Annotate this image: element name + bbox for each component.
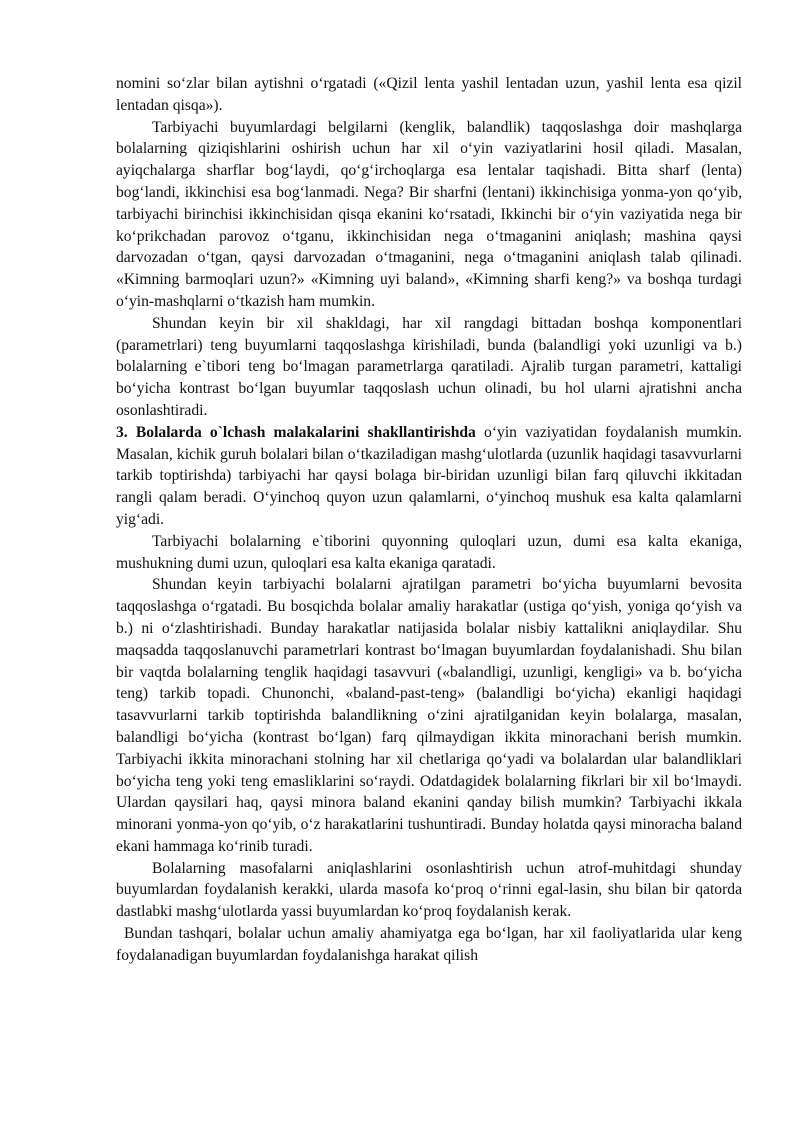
section-number: 3. [116,423,128,441]
paragraph-4-text: o‘yin vaziyatidan foydalanish mumkin. Masalan, kichik guruh bolalari bilan o‘tkaziladigan mashg‘ulotlarda (uzunlik haqidagi tasavvurlarni tarkib toptirishda) tarbiyachi har qaysi bolaga bir-biridan uzunligi bilan farq qiluvchi ikkitadan rangli qalam beradi. O‘yinchoq quyon uzun qalamlarni, o‘yinchoq mushuk esa kalta qalamlarni yig‘adi. [116,423,742,528]
paragraph-8: Bundan tashqari, bolalar uchun amaliy ahamiyatga ega bo‘lgan, har xil faoliyatlarida ular keng foydalanadigan buyumlardan foydalanishga harakat qilish [116,925,742,964]
document-page [116,73,742,967]
paragraph-4 [116,422,742,531]
paragraph-2: Tarbiyachi buyumlardagi belgilarni (kenglik, balandlik) taqqoslashga doir mashqlarga bolalarning qiziqishlarini oshirish uchun har xil o‘yin vaziyatlarini hosil qiladi. Masalan, ayiqchalarga sharflar bog‘laydi, qo‘g‘irchoqlarga esa lentalar taqishadi. Bitta sharf (lenta) bog‘landi, ikkinchisi esa bog‘lanmadi. Nega? Bir sharfni (lentani) ikkinchisiga yonma-yon qo‘yib, tarbiyachi birinchisi ikkinchisidan qisqa ekanini ko‘rsatadi, Ikkinchi bir o‘yin vaziyatida nega bir ko‘prikchadan parovoz o‘tganu, ikkinchisidan nega o‘tmaganini aniqlash; mashina qaysi darvozadan o‘tgan, qaysi darvozadan o‘tmaganini, nega o‘tmaganini aniqlash talab qilinadi. «Kimning barmoqlari uzun?» «Kimning uyi baland», «Kimning sharfi keng?» va boshqa turdagi o‘yin-mashqlarni o‘tkazish ham mumkin. [116,118,742,310]
paragraph-1: nomini so‘zlar bilan aytishni o‘rgatadi («Qizil lenta yashil lentadan uzun, yashil lenta esa qizil lentadan qisqa»). [116,75,742,114]
paragraph-5: Tarbiyachi bolalarning e`tiborini quyonning quloqlari uzun, dumi esa kalta ekaniga, mushukning dumi uzun, quloqlari esa kalta ekaniga qaratadi. [116,532,742,572]
section-heading: Bolalarda o`lchash malakalarini shakllantirishda [135,423,476,441]
paragraph-3: Shundan keyin bir xil shakldagi, har xil rangdagi bittadan boshqa komponentlari (parametrlari) teng buyumlarni taqqoslashga kirishiladi, bunda (balandligi yoki uzunligi va b.) bolalarning e`tibori teng bo‘lmagan parametrlarga qaratiladi. Ajralib turgan parametri, kattaligi bo‘yicha kontrast bo‘lgan buyumlar taqqoslash uchun olinadi, bu hol ularni ajratishni ancha osonlashtiradi. [116,314,742,419]
paragraph-7: Bolalarning masofalarni aniqlashlarini osonlashtirish uchun atrof-muhitdagi shunday buyumlardan foydalanish kerakki, ularda masofa ko‘proq o‘rinni egal-lasin, shu bilan bir qatorda dastlabki mashg‘ulotlarda yassi buyumlardan ko‘proq foydalanish kerak. [116,859,742,921]
paragraph-6: Shundan keyin tarbiyachi bolalarni ajratilgan parametri bo‘yicha buyumlarni bevosita taqqoslashga o‘rgatadi. Bu bosqichda bolalar amaliy harakatlar (ustiga qo‘yish, yoniga qo‘yish va b.) ni o‘zlashtirishadi. Bunday harakatlar natijasida bolalar nisbiy kattalikni aniqlaydilar. Shu maqsadda taqqoslanuvchi parametrlari kontrast bo‘lmagan buyumlardan foydalanishadi. Shu bilan bir vaqtda bolalarning tenglik haqidagi tasavvuri («balandligi, uzunligi, kengligi» va b. bo‘yicha teng) tarkib topadi. Chunonchi, «baland-past-teng» (balandligi bo‘yicha) ekanligi haqidagi tasavvurlarni tarkib toptirishda balandlikning o‘zini ajratilganidan keyin bolalarga, masalan, balandligi bo‘yicha (kontrast bo‘lgan) farq qilmaydigan ikkita minorachani berish mumkin. Tarbiyachi ikkita minorachani stolning har xil chetlariga qo‘yadi va bolalardan ular balandliklari bo‘yicha teng yoki teng emasliklarini so‘raydi. Odatdagidek bolalarning fikrlari bir xil bo‘lmaydi. Ulardan qaysilari haq, qaysi minora baland ekanini qanday bilish mumkin? Tarbiyachi ikkala minorani yonma-yon qo‘yib, o‘z harakatlarini tushuntiradi. Bunday holatda qaysi minoracha baland ekani hammaga ko‘rinib turadi. [116,576,742,855]
